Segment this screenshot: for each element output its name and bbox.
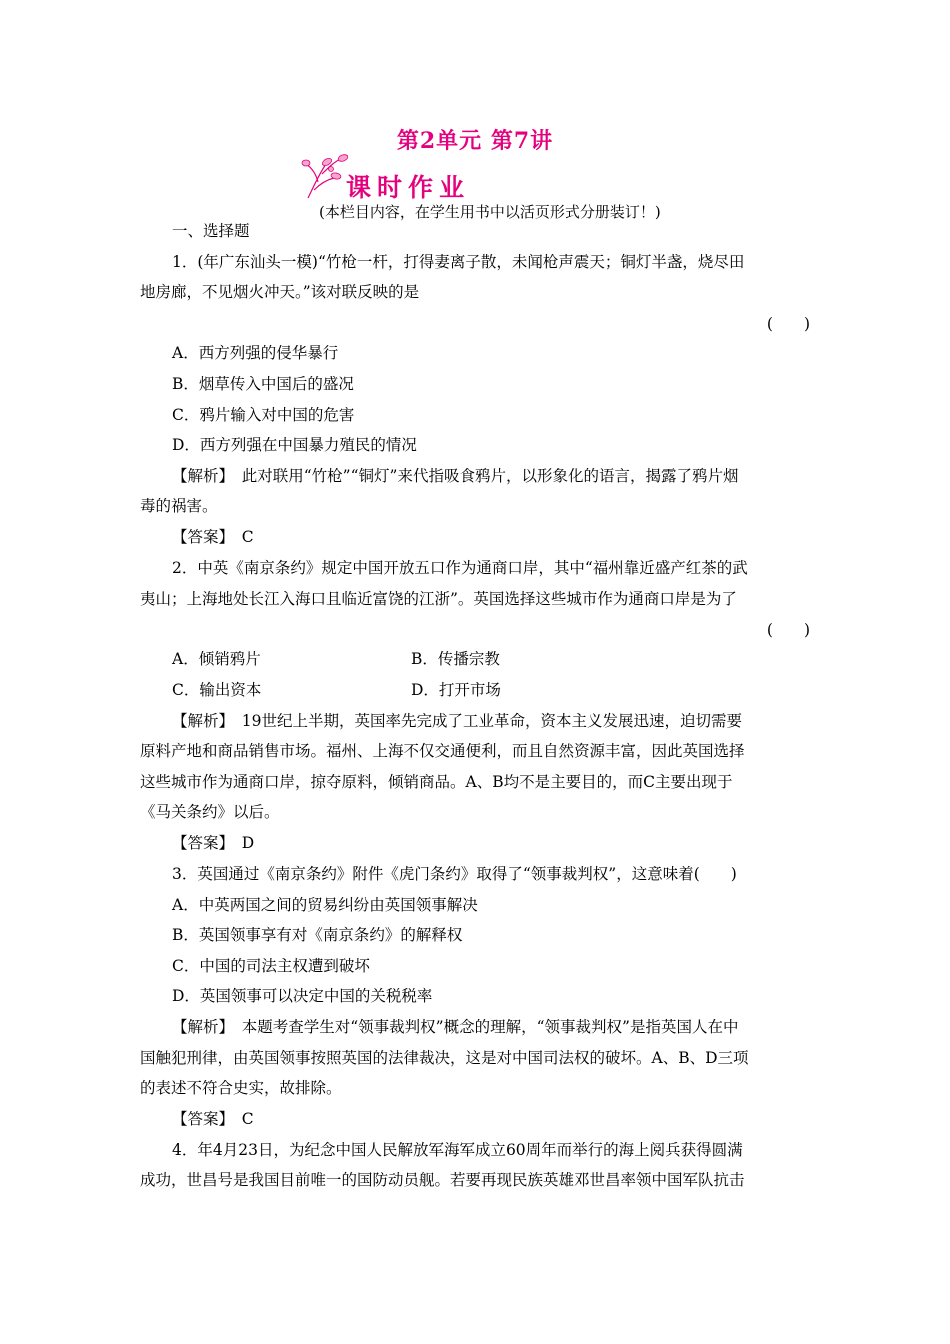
q1-stem-line2: 地房廊，不见烟火冲天。”该对联反映的是	[140, 283, 420, 301]
q3-answer: 【答案】 C	[172, 1110, 254, 1128]
q1-option-a: A．西方列强的侵华暴行	[172, 344, 339, 362]
q3-analysis-line1: 【解析】 本题考查学生对“领事裁判权”概念的理解，“领事裁判权”是指英国人在中	[172, 1018, 739, 1036]
q3-analysis-line2: 国触犯刑律，由英国领事按照英国的法律裁决，这是对中国司法权的破坏。A、B、D三项	[140, 1049, 749, 1067]
q3-option-d: D．英国领事可以决定中国的关税税率	[172, 987, 433, 1005]
q3-option-a: A．中英两国之间的贸易纠纷由英国领事解决	[172, 896, 478, 914]
q3-stem-line1: 3．英国通过《南京条约》附件《虎门条约》取得了“领事裁判权”，这意味着( )	[172, 865, 737, 883]
q2-stem-line1: 2．中英《南京条约》规定中国开放五口作为通商口岸，其中“福州靠近盛产红茶的武	[172, 559, 748, 577]
homework-banner	[300, 150, 520, 200]
q2-analysis-line1: 【解析】 19世纪上半期，英国率先完成了工业革命，资本主义发展迅速，迫切需要	[172, 712, 742, 730]
banner-label: 课时作业	[346, 173, 471, 202]
q2-option-b: B．传播宗教	[411, 650, 500, 668]
q2-stem-line2: 夷山；上海地处长江入海口且临近富饶的江浙”。英国选择这些城市作为通商口岸是为了	[140, 590, 737, 608]
q1-analysis-line2: 毒的祸害。	[140, 497, 218, 515]
q2-analysis-line3: 这些城市作为通商口岸，掠夺原料，倾销商品。A、B均不是主要目的，而C主要出现于	[140, 773, 733, 791]
q2-answer-blank: ( )	[766, 621, 810, 639]
q1-option-b: B．烟草传入中国后的盛况	[172, 375, 354, 393]
q1-stem-line1: 1．(年广东汕头一模)“竹枪一杆，打得妻离子散，未闻枪声震天；铜灯半盏，烧尽田	[172, 253, 745, 271]
q1-answer: 【答案】 C	[172, 528, 254, 546]
q1-option-c: C．鸦片输入对中国的危害	[172, 406, 355, 424]
binding-note: (本栏目内容，在学生用书中以活页形式分册装订！)	[319, 203, 661, 221]
q2-analysis-line4: 《马关条约》以后。	[140, 803, 280, 821]
q4-stem-line1: 4．年4月23日，为纪念中国人民解放军海军成立60周年而举行的海上阅兵获得圆满	[172, 1141, 743, 1159]
q3-option-c: C．中国的司法主权遭到破坏	[172, 957, 370, 975]
q1-answer-blank: ( )	[766, 315, 810, 333]
q3-analysis-line3: 的表述不符合史实，故排除。	[140, 1079, 342, 1097]
q1-option-d: D．西方列强在中国暴力殖民的情况	[172, 436, 417, 454]
q2-option-a: A．倾销鸦片	[172, 650, 261, 668]
q4-stem-line2: 成功，世昌号是我国目前唯一的国防动员舰。若要再现民族英雄邓世昌率领中国军队抗击	[140, 1171, 745, 1189]
q3-option-b: B．英国领事享有对《南京条约》的解释权	[172, 926, 463, 944]
section-heading: 一、选择题	[172, 222, 250, 240]
q2-option-c: C．输出资本	[172, 681, 262, 699]
q2-answer: 【答案】 D	[172, 834, 255, 852]
q2-analysis-line2: 原料产地和商品销售市场。福州、上海不仅交通便利，而且自然资源丰富，因此英国选择	[140, 742, 745, 760]
page-title: 第2单元 第7讲	[396, 128, 554, 154]
q1-analysis-line1: 【解析】 此对联用“竹枪”“铜灯”来代指吸食鸦片，以形象化的语言，揭露了鸦片烟	[172, 467, 739, 485]
q2-option-d: D．打开市场	[411, 681, 501, 699]
